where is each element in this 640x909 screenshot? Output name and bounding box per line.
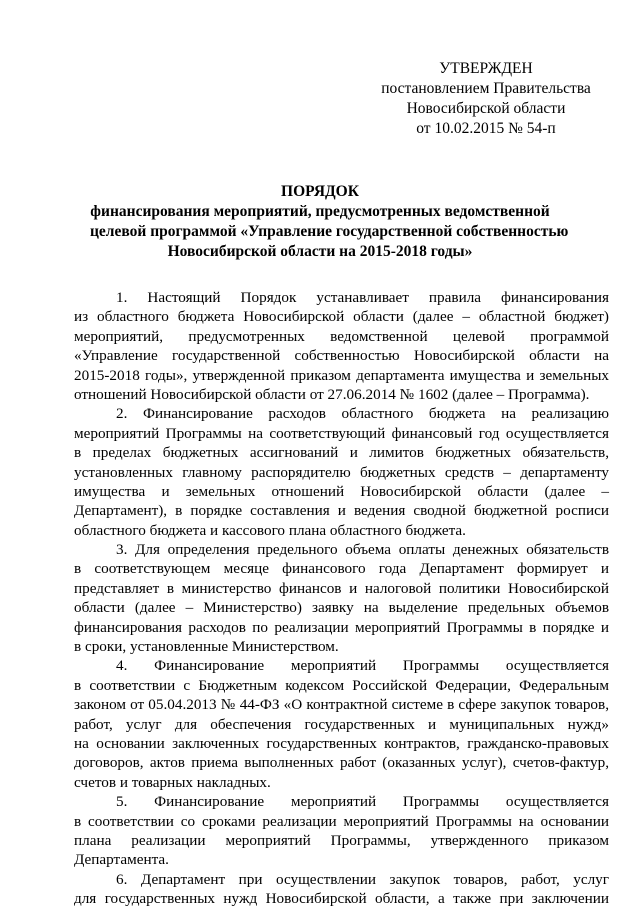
paragraph-6 (74, 870, 609, 909)
text-line: отношений Новосибирской области от 27.06.2014 № 1602 (далее – Программа). (74, 385, 590, 403)
text-line: законом от 05.04.2013 № 44-ФЗ «О контрактной системе в сфере закупок товаров, (74, 696, 609, 714)
text-line: Департамента. (74, 851, 169, 869)
title-line: Новосибирской области на 2015-2018 годы» (167, 243, 473, 260)
title-line: финансирования мероприятий, предусмотренных ведомственной (90, 203, 550, 220)
text-line: Департамент), в порядке составления и ведения сводной бюджетной росписи (74, 502, 609, 520)
text-line: мероприятий, предусмотренных ведомственной целевой программой (74, 327, 609, 345)
text-line: для государственных нужд Новосибирской области, а также при заключении (74, 890, 609, 908)
paragraph-5 (74, 792, 609, 870)
text-line: 3. Для определения предельного объема оплаты денежных обязательств (116, 541, 609, 559)
text-line: представляет в министерство финансов и налоговой политики Новосибирской (74, 579, 609, 597)
approval-date: от 10.02.2015 № 54-п (416, 120, 556, 137)
text-line: 1. Настоящий Порядок устанавливает правила финансирования (116, 289, 609, 306)
document-body (74, 288, 609, 909)
text-line: установленных главному распорядителю бюджетных средств – департаменту (74, 463, 609, 481)
text-line: в соответствующем месяце финансового года Департамент формирует и (74, 560, 609, 578)
approval-line: постановлением Правительства (381, 80, 591, 97)
paragraph-4 (74, 656, 609, 792)
text-line: из областного бюджета Новосибирской области (далее – областной бюджет) (74, 308, 609, 326)
text-line: договоров, актов приема выполненных работ (оказанных услуг), счетов-фактур, (74, 754, 609, 772)
text-line: 6. Департамент при осуществлении закупок товаров, работ, услуг (116, 870, 609, 888)
text-line: мероприятий Программы на соответствующий финансовый год осуществляется (74, 424, 609, 442)
text-line: 2015-2018 годы», утвержденной приказом департамента имущества и земельных (74, 366, 609, 384)
text-line: в соответствии с Бюджетным кодексом Российской Федерации, Федеральным (74, 676, 609, 694)
paragraph-1 (74, 288, 609, 404)
approval-line: Новосибирской области (406, 100, 566, 117)
title-heading: ПОРЯДОК (281, 183, 359, 200)
text-line: счетов и товарных накладных. (74, 773, 271, 791)
text-line: в сроки, установленные Министерством. (74, 638, 339, 656)
text-line: имущества и земельных отношений Новосибирской области (далее – (74, 482, 609, 500)
paragraph-3 (74, 540, 609, 656)
text-line: в пределах бюджетных ассигнований и лимитов бюджетных обязательств, (74, 444, 609, 462)
text-line: «Управление государственной собственностью Новосибирской области на (74, 347, 609, 365)
text-line: 2. Финансирование расходов областного бюджета на реализацию (116, 405, 609, 423)
text-line: финансирования расходов по реализации мероприятий Программы в порядке и (74, 618, 609, 636)
approval-stamp (352, 59, 620, 139)
paragraph-2 (74, 404, 609, 540)
text-line: областного бюджета и кассового плана областного бюджета. (74, 521, 466, 539)
text-line: области (далее – Министерство) заявку на выделение предельных объемов (74, 599, 609, 617)
document-title (90, 182, 569, 262)
text-line: на основании заключенных государственных контрактов, гражданско-правовых (74, 734, 609, 752)
title-line: целевой программой «Управление государственной собственностью (90, 223, 569, 240)
text-line: работ, услуг для обеспечения государственных и муниципальных нужд» (74, 715, 609, 733)
text-line: плана реализации мероприятий Программы, утвержденного приказом (74, 831, 609, 849)
text-line: 4. Финансирование мероприятий Программы осуществляется (116, 657, 609, 675)
text-line: в соответствии со сроками реализации мероприятий Программы на основании (74, 812, 609, 830)
text-line: 5. Финансирование мероприятий Программы осуществляется (116, 793, 609, 811)
approval-heading: УТВЕРЖДЕН (439, 60, 533, 77)
